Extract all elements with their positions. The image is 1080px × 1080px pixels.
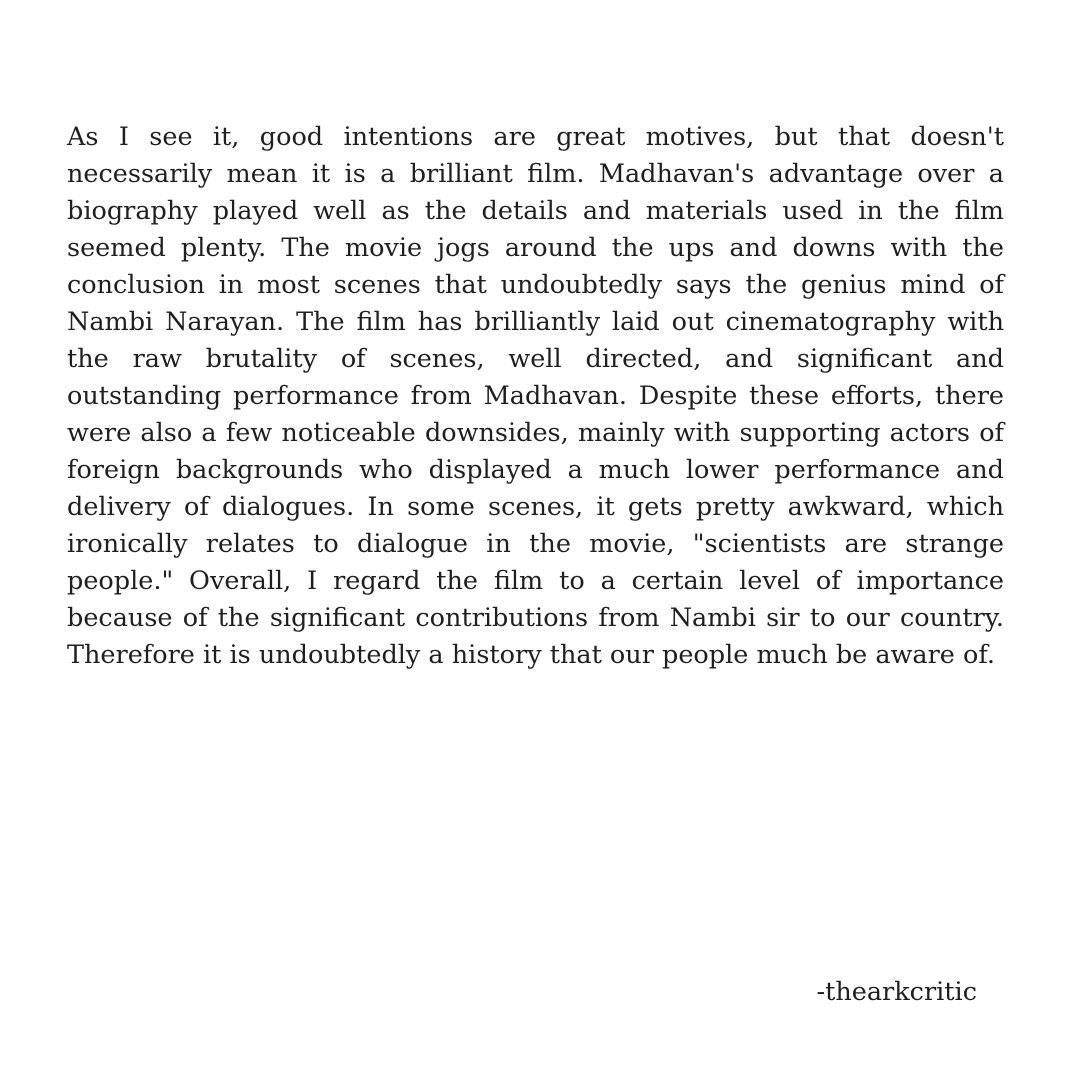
author-signature: -thearkcritic bbox=[816, 977, 977, 1007]
review-body-text: As I see it, good intentions are great motives, but that doesn't necessarily mean it is a brilliant film. Madhavan's advantage over a biography played well as the details and materials used in the film seemed plenty. The movie jogs around the ups and downs with the conclusion in most scenes that undoubtedly says the genius mind of Nambi Narayan. The film has brilliantly laid out cinematography with the raw brutality of scenes, well directed, and significant and outstanding performance from Madhavan. Despite these efforts, there were also a few noticeable downsides, mainly with supporting actors of foreign backgrounds who displayed a much lower performance and delivery of dialogues. In some scenes, it gets pretty awkward, which ironically relates to dialogue in the movie, "scientists are strange people." Overall, I regard the film to a certain level of importance because of the significant contributions from Nambi sir to our country. Therefore it is undoubtedly a history that our people much be aware of. bbox=[67, 122, 1004, 670]
